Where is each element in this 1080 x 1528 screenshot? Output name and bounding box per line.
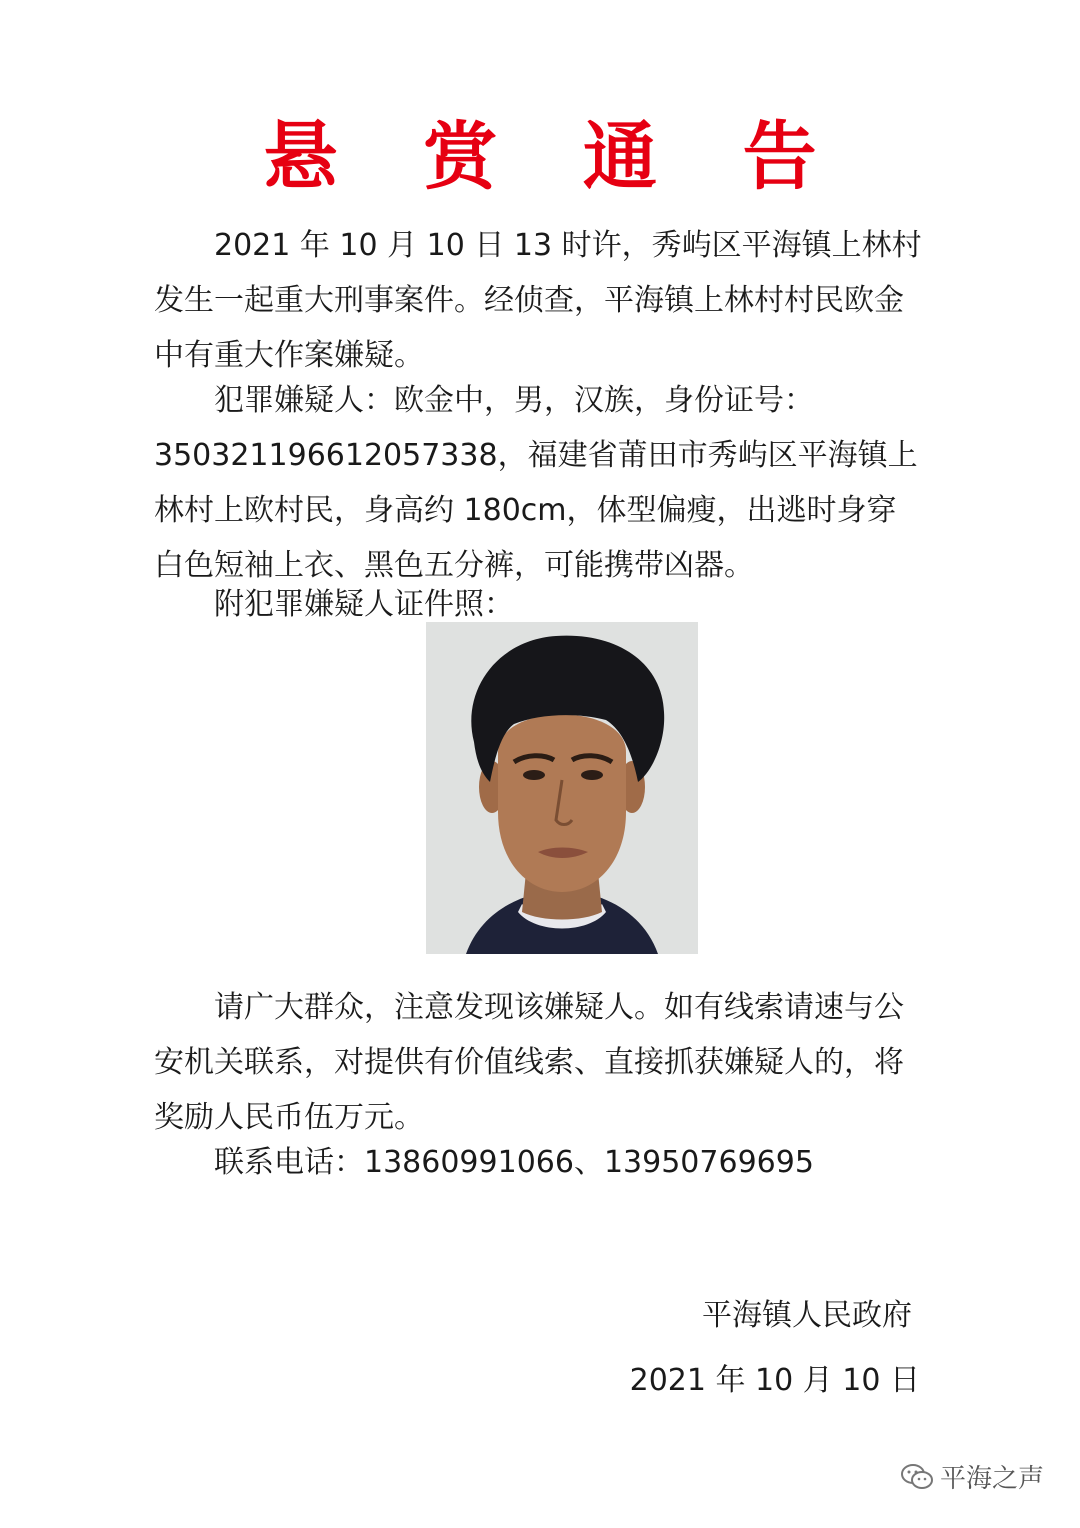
issue-date: 2021 年 10 月 10 日 — [629, 1363, 920, 1398]
notice-title: 悬 赏 通 告 — [263, 114, 847, 200]
suspect-id-photo — [426, 622, 698, 954]
signature-block — [629, 1288, 920, 1408]
suspect-description: 犯罪嫌疑人：欧金中，男，汉族，身份证号：350321196612057338，福建省莆田市秀屿区平海镇上林村上欧村民，身高约 180cm，体型偏瘦，出逃时身穿白色短袖上衣、黑色五分裤，可能携带凶器。 — [154, 383, 918, 583]
incident-text: 2021 年 10 月 10 日 13 时许，秀屿区平海镇上林村发生一起重大刑事案件。经侦查，平海镇上林村村民欧金中有重大作案嫌疑。 — [154, 228, 922, 373]
paragraph-incident — [154, 218, 926, 383]
contact-phone: 联系电话：13860991066、13950769695 — [214, 1145, 814, 1180]
watermark-text: 平海之声 — [939, 1464, 1044, 1494]
photo-caption: 附犯罪嫌疑人证件照： — [214, 587, 514, 622]
wechat-icon — [900, 1463, 934, 1491]
wechat-watermark — [900, 1458, 1044, 1495]
reward-text: 请广大群众，注意发现该嫌疑人。如有线索请速与公安机关联系，对提供有价值线索、直接抓获嫌疑人的，将奖励人民币伍万元。 — [154, 990, 904, 1135]
paragraph-contact — [154, 1135, 926, 1190]
paragraph-reward — [154, 980, 926, 1145]
paragraph-suspect — [154, 373, 926, 593]
issuer-name: 平海镇人民政府 — [702, 1298, 912, 1333]
suspect-portrait-image — [426, 622, 698, 954]
